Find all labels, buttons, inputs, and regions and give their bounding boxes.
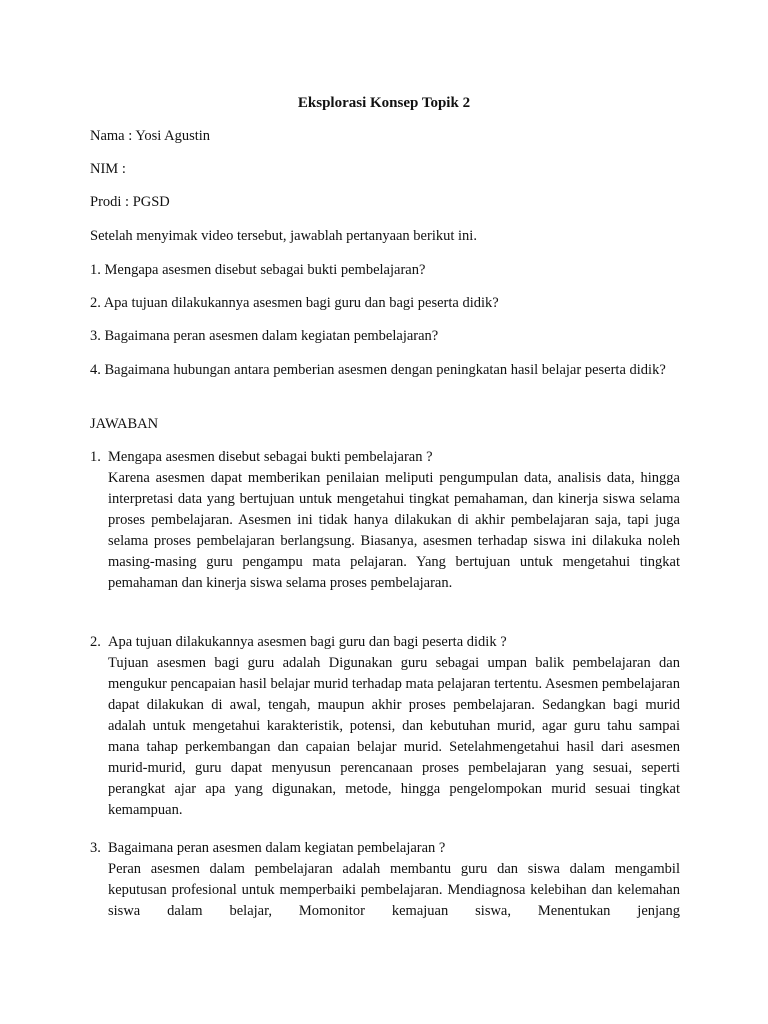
instruction-text: Setelah menyimak video tersebut, jawablah pertanyaan berikut ini. bbox=[90, 228, 477, 244]
question-3: 3. Bagaimana peran asesmen dalam kegiatan pembelajaran? bbox=[90, 328, 439, 344]
answer-question: Mengapa asesmen disebut sebagai bukti pembelajaran ? bbox=[108, 449, 433, 465]
answer-question: Bagaimana peran asesmen dalam kegiatan pembelajaran ? bbox=[108, 840, 446, 856]
answer-number: 1. bbox=[90, 449, 101, 465]
question-4: 4. Bagaimana hubungan antara pemberian asesmen dengan peningkatan hasil belajar peserta didik? bbox=[90, 362, 666, 378]
answer-item-1 bbox=[90, 447, 680, 594]
answer-heading: JAWABAN bbox=[90, 416, 159, 432]
answer-item-2 bbox=[90, 632, 680, 821]
answer-text: Peran asesmen dalam pembelajaran adalah membantu guru dan siswa dalam mengambil keputusan profesional untuk memperbaiki pembelajaran. Mendiagnosa kelebihan dan kelemahan siswa dalam belajar, Momonitor kemajuan siswa, Menentukan jenjang bbox=[108, 861, 680, 919]
question-2: 2. Apa tujuan dilakukannya asesmen bagi guru dan bagi peserta didik? bbox=[90, 295, 499, 311]
student-nim: NIM : bbox=[90, 161, 126, 177]
answer-number: 3. bbox=[90, 840, 101, 856]
answer-text: Tujuan asesmen bagi guru adalah Digunakan guru sebagai umpan balik pembelajaran dan mengukur pencapaian hasil belajar murid terhadap mata pelajaran tertentu. Asesmen pembelajaran dapat dilakukan di awal, tengah, maupun akhir proses pembelajaran. Sedangkan bagi murid adalah untuk mengetahui karakteristik, potensi, dan kebutuhan murid, agar guru tahu sampai mana tahap perkembangan dan capaian belajar murid. Setelahmengetahui hasil dari asesmen murid-murid, guru dapat menyusun perencanaan proses pembelajaran yang sesuai, seperti perangkat ajar apa yang digunakan, metode, hingga pengelompokan murid sesuai tingkat kemampuan. bbox=[108, 655, 680, 818]
answer-text: Karena asesmen dapat memberikan penilaian meliputi pengumpulan data, analisis data, hingga interpretasi data yang bertujuan untuk mengetahui tingkat pemahaman, dan kinerja siswa selama proses pembelajaran. Asesmen ini tidak hanya dilakukan di akhir pembelajaran saja, tapi juga selama proses pembelajaran berlangsung. Biasanya, asesmen terhadap siswa ini dilakuka noleh masing-masing guru pengampu mata pelajaran. Yang bertujuan untuk mengetahui tingkat pemahaman dan kinerja siswa selama proses pembelajaran. bbox=[108, 470, 680, 591]
student-name: Nama : Yosi Agustin bbox=[90, 128, 211, 144]
document-title: Eksplorasi Konsep Topik 2 bbox=[297, 95, 471, 111]
answer-item-3 bbox=[90, 838, 680, 922]
answer-question: Apa tujuan dilakukannya asesmen bagi guru dan bagi peserta didik ? bbox=[108, 634, 507, 650]
answer-number: 2. bbox=[90, 634, 101, 650]
student-prodi: Prodi : PGSD bbox=[90, 194, 170, 210]
question-1: 1. Mengapa asesmen disebut sebagai bukti pembelajaran? bbox=[90, 262, 426, 278]
